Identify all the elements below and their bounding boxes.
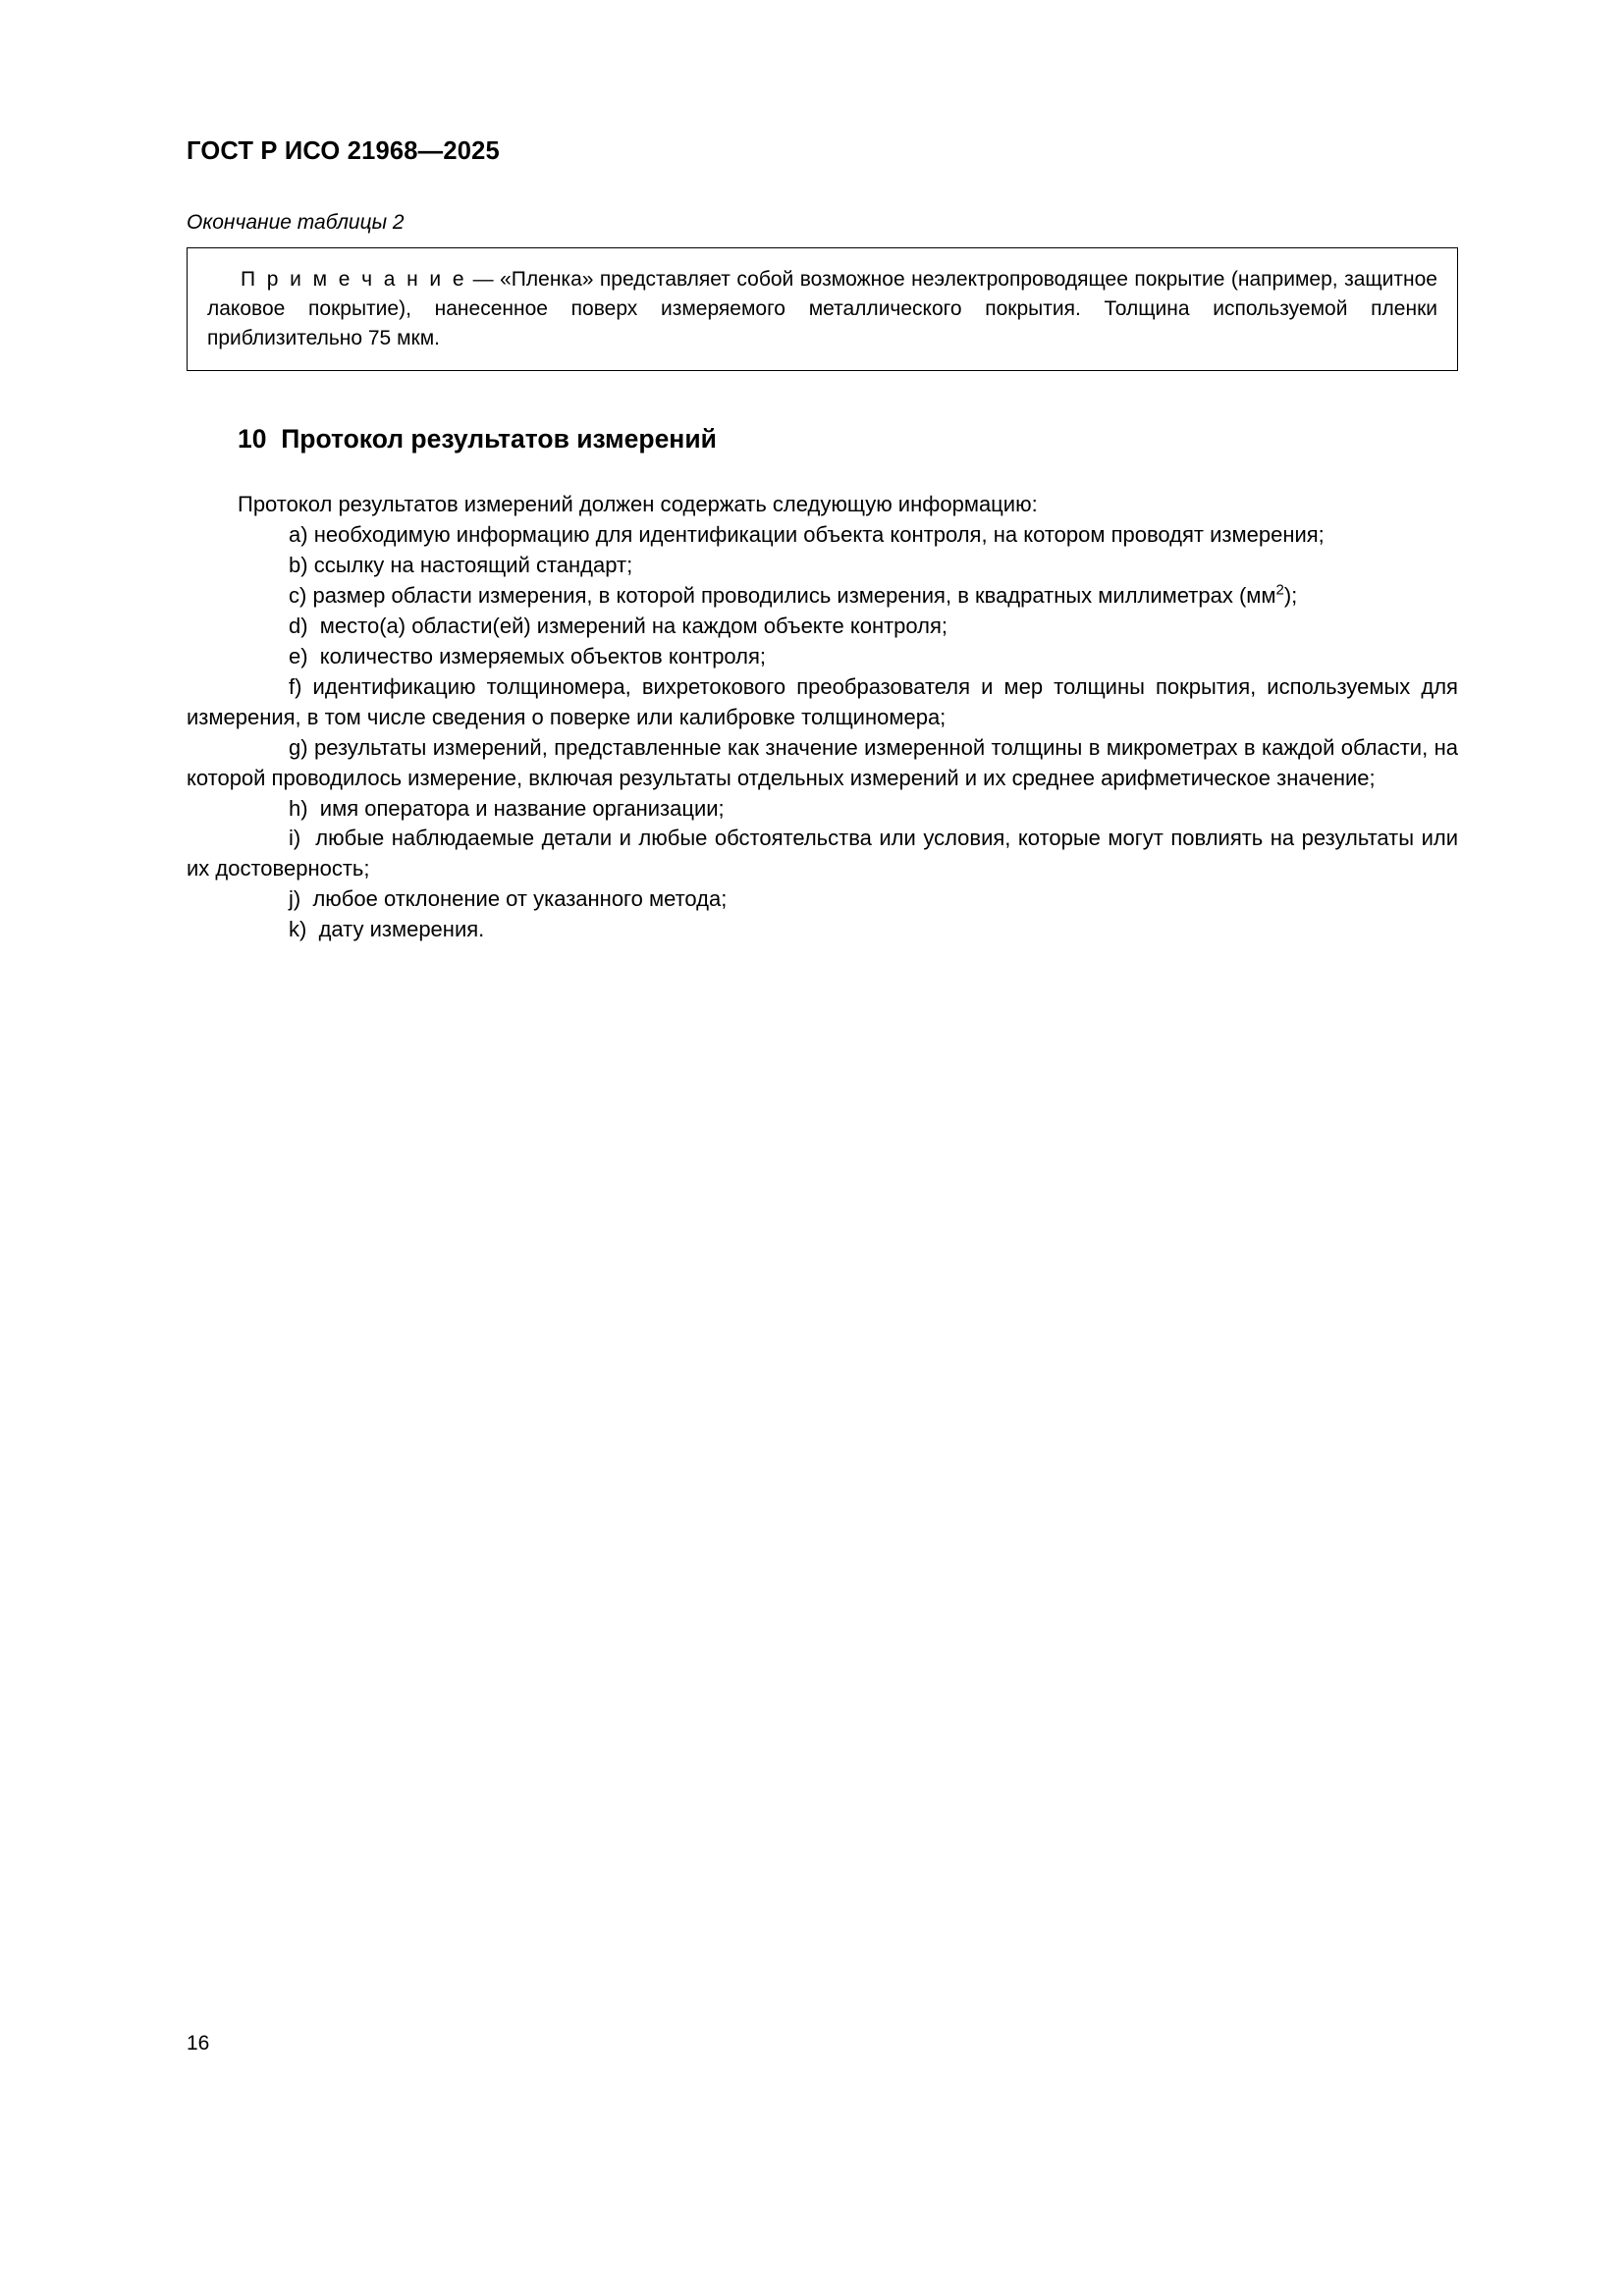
- list-marker-k: k): [289, 917, 307, 942]
- list-item-k: [187, 915, 1458, 945]
- list-item-g: [187, 733, 1458, 794]
- note-paragraph: [207, 265, 1437, 352]
- document-standard-header: ГОСТ Р ИСО 21968—2025: [187, 137, 500, 165]
- list-text-c: размер области измерения, в которой проводились измерения, в квадратных миллиметрах $(мм^2)$;: [312, 581, 1298, 609]
- list-text-f: идентификацию толщиномера, вихретокового преобразователя и мер толщины покрытия, используемых для измерения, в том числе сведения о поверке или калибровке толщиномера;: [187, 673, 1458, 729]
- list-marker-d: d): [289, 614, 308, 639]
- list-text-h: имя оператора и название организации;: [319, 795, 725, 821]
- list-text-e: количество измеряемых объектов контроля;: [319, 643, 767, 668]
- intro-paragraph: Протокол результатов измерений должен содержать следующую информацию:: [238, 492, 1038, 517]
- section-number: 10: [238, 424, 267, 454]
- list-item-b: [187, 551, 1458, 581]
- list-marker-f: f): [289, 673, 302, 699]
- page-number: 16: [187, 2032, 210, 2055]
- list-text-j: любое отклонение от указанного метода;: [312, 886, 728, 912]
- list-item-e: [187, 642, 1458, 672]
- table-continuation-label: Окончание таблицы 2: [187, 211, 405, 234]
- list-marker-j: j): [289, 886, 301, 912]
- list-item-d: [187, 612, 1458, 642]
- section-title-text: Протокол результатов измерений: [281, 424, 717, 454]
- list-marker-c: c): [289, 583, 307, 609]
- list-item-i: [187, 824, 1458, 884]
- list-text-g: результаты измерений, представленные как значение измеренной толщины в микрометрах в каждой области, на которой проводилось измерение, включая результаты отдельных измерений и их среднее арифметическое значение;: [187, 734, 1458, 790]
- note-label: П р и м е ч а н и е: [241, 268, 467, 291]
- list-item-f: [187, 672, 1458, 733]
- list-text-i: любые наблюдаемые детали и любые обстоятельства или условия, которые могут повлиять на результаты или их достоверность;: [187, 826, 1458, 881]
- list-marker-e: e): [289, 643, 308, 668]
- note-box: [187, 247, 1458, 371]
- list-text-b: ссылку на настоящий стандарт;: [313, 553, 633, 578]
- list-marker-g: g): [289, 734, 308, 760]
- superscript-two: 2: [1275, 581, 1284, 599]
- list-marker-i: i): [289, 826, 301, 851]
- list-text-d: место(а) области(ей) измерений на каждом объекте контроля;: [319, 614, 948, 639]
- list-marker-h: h): [289, 795, 308, 821]
- section-heading: [187, 424, 1458, 454]
- list-item-c: [187, 581, 1458, 612]
- list-item-j: [187, 884, 1458, 915]
- page-content: [187, 137, 1458, 945]
- list-marker-a: a): [289, 522, 308, 548]
- list-text-k: дату измерения.: [318, 917, 485, 942]
- list-item-h: [187, 794, 1458, 825]
- list-text-a: необходимую информацию для идентификации объекта контроля, на котором проводят измерения;: [313, 522, 1325, 548]
- list-item-a: [187, 520, 1458, 551]
- list-marker-b: b): [289, 553, 308, 578]
- note-body: — «Пленка» представляет собой возможное неэлектропроводящее покрытие (например, защитное лаковое покрытие), нанесенное поверх измеряемого металлического покрытия. Толщина используемой пленки приблизительно 75 мкм.: [207, 268, 1437, 349]
